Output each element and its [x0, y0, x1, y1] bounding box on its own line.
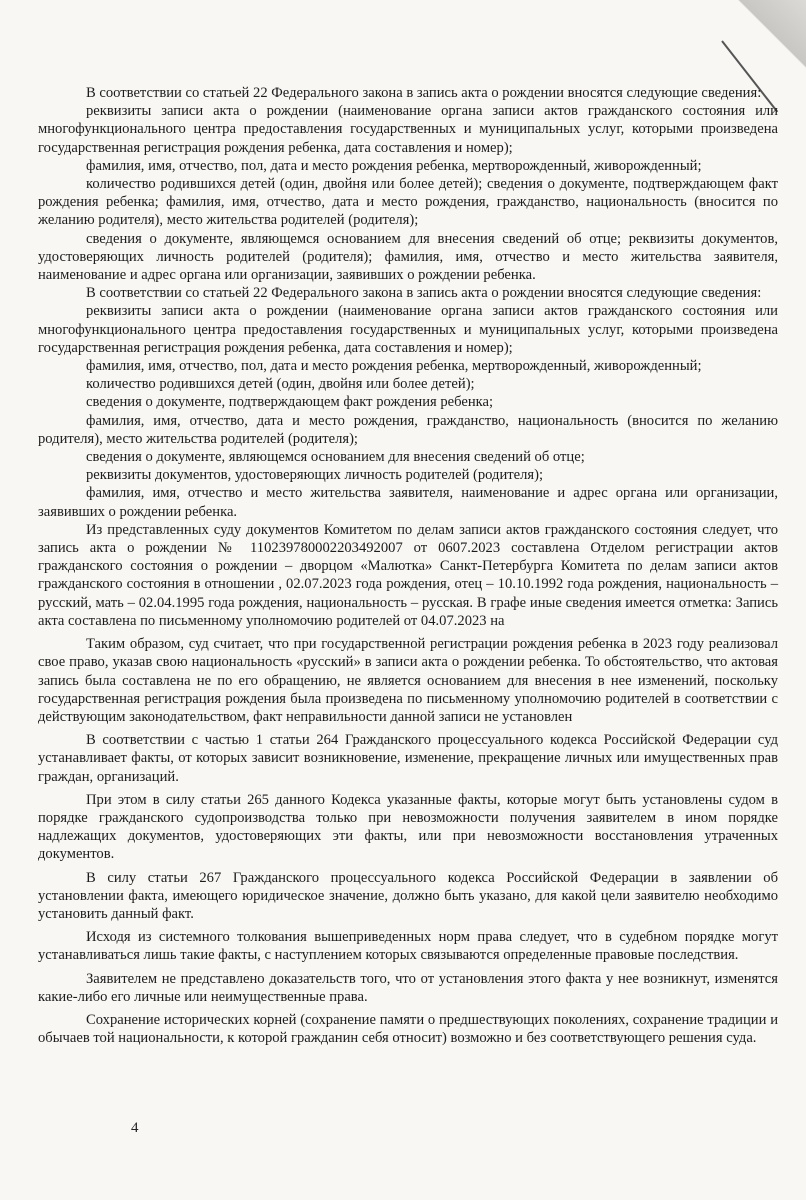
paragraph: В соответствии с частью 1 статьи 264 Гражданского процессуального кодекса Российской Федерации суд устанавливает факты, от которых зависит возникновение, изменение, прекращение личных или имущественных прав граждан, организаций.	[38, 732, 778, 785]
paragraph: Сохранение исторических корней (сохранение памяти о предшествующих поколениях, сохранение традиции и обычаев той национальности, к которой гражданин себя относит) возможно и без соответствующего решения суда.	[38, 1011, 778, 1047]
paragraph: В соответствии со статьей 22 Федерального закона в запись акта о рождении вносятся следующие сведения:	[86, 85, 762, 101]
paragraph: В силу статьи 267 Гражданского процессуального кодекса Российской Федерации в заявлении об установлении факта, имеющего юридическое значение, должно быть указано, для какой цели заявителю необходимо установить данный факт.	[38, 869, 778, 922]
paragraph: сведения о документе, подтверждающем факт рождения ребенка;	[86, 394, 494, 411]
page-number: 4	[131, 1120, 139, 1136]
paragraph: сведения о документе, являющемся основанием для внесения сведений об отце; реквизиты документов, удостоверяющих личность родителей (родителя); фамилия, имя, отчество и место жительства заявителя, наименование и адрес органа или организации, заявивших о рождении ребенка.	[38, 230, 778, 284]
paragraph: фамилия, имя, отчество, дата и место рождения, гражданство, национальность (вносится по желанию родителя), место жительства родителей (родителя);	[38, 412, 778, 447]
paragraph: фамилия, имя, отчество, пол, дата и место рождения ребенка, мертворожденный, живорожденный;	[86, 358, 702, 375]
paragraph: Исходя из системного толкования вышеприведенных норм права следует, что в судебном порядке могут устанавливаться лишь такие факты, с наступлением которых связываются определенные правовые последствия.	[38, 929, 778, 964]
paragraph: реквизиты записи акта о рождении (наименование органа записи актов гражданского состояния или многофункционального центра предоставления государственных и муниципальных услуг, которыми произведена государственная регистрация рождения ребенка, дата составления и номер);	[38, 103, 778, 156]
paragraph: количество родившихся детей (один, двойня или более детей);	[86, 376, 475, 393]
document-body	[38, 84, 778, 1047]
paragraph: сведения о документе, являющемся основанием для внесения сведений об отце;	[86, 449, 585, 466]
paragraph: фамилия, имя, отчество, пол, дата и место рождения ребенка, мертворожденный, живорожденный;	[86, 157, 702, 174]
paragraph: реквизиты записи акта о рождении (наименование органа записи актов гражданского состояния или многофункционального центра предоставления государственных и муниципальных услуг, которыми произведена государственная регистрация рождения ребенка, дата составления и номер);	[38, 303, 778, 356]
paragraph: фамилия, имя, отчество и место жительства заявителя, наименование и адрес органа или организации, заявивших о рождении ребенка.	[38, 485, 778, 520]
paragraph: количество родившихся детей (один, двойня или более детей); сведения о документе, подтверждающем факт рождения ребенка; фамилия, имя, отчество, дата и место рождения, гражданство, национальность (вносится по желанию родителя), место жительства родителей (родителя);	[38, 176, 778, 229]
paragraph: Таким образом, суд считает, что при государственной регистрации рождения ребенка в 2023 году реализовал свое право, указав свою национальность «русский» в записи акта о рождении ребенка. То обстоятельство, что актовая запись была составлена не по его обращению, не является основанием для внесения в нее изменений, поскольку государственная регистрация рождения была произведена по письменному уполномочию родителей в соответствии с действующим законодательством, факт неправильности данной записи не установлен	[38, 636, 778, 725]
paragraph: Заявителем не представлено доказательств того, что от установления этого факта у нее возникнут, изменятся какие-либо его личные или неимущественные права.	[38, 970, 778, 1005]
paragraph: При этом в силу статьи 265 данного Кодекса указанные факты, которые могут быть установлены судом в порядке гражданского судопроизводства только при невозможности получения заявителем в ином порядке надлежащих документов, удостоверяющих эти факты, или при невозможности восстановления утраченных документов.	[38, 791, 778, 863]
paragraph: Из представленных суду документов Комитетом по делам записи актов гражданского состояния следует, что запись акта о рождении № 110239780002203492007 от 0607.2023 составлена Отделом регистрации актов гражданского состояния о рождении – дворцом «Малютка» Санкт-Петербурга Комитета по делам записи актов гражданского состояния в отношении , 02.07.2023 года рождения, отец – 10.10.1992 года рождения, национальность – русский, мать – 02.04.1995 года рождения, национальность – русская. В графе иные сведения имеется отметка: Запись акта составлена по письменному уполномочию родителей от 04.07.2023 на	[38, 521, 778, 629]
paragraph: реквизиты документов, удостоверяющих личность родителей (родителя);	[86, 467, 544, 484]
paragraph: В соответствии со статьей 22 Федерального закона в запись акта о рождении вносятся следующие сведения:	[86, 285, 762, 302]
